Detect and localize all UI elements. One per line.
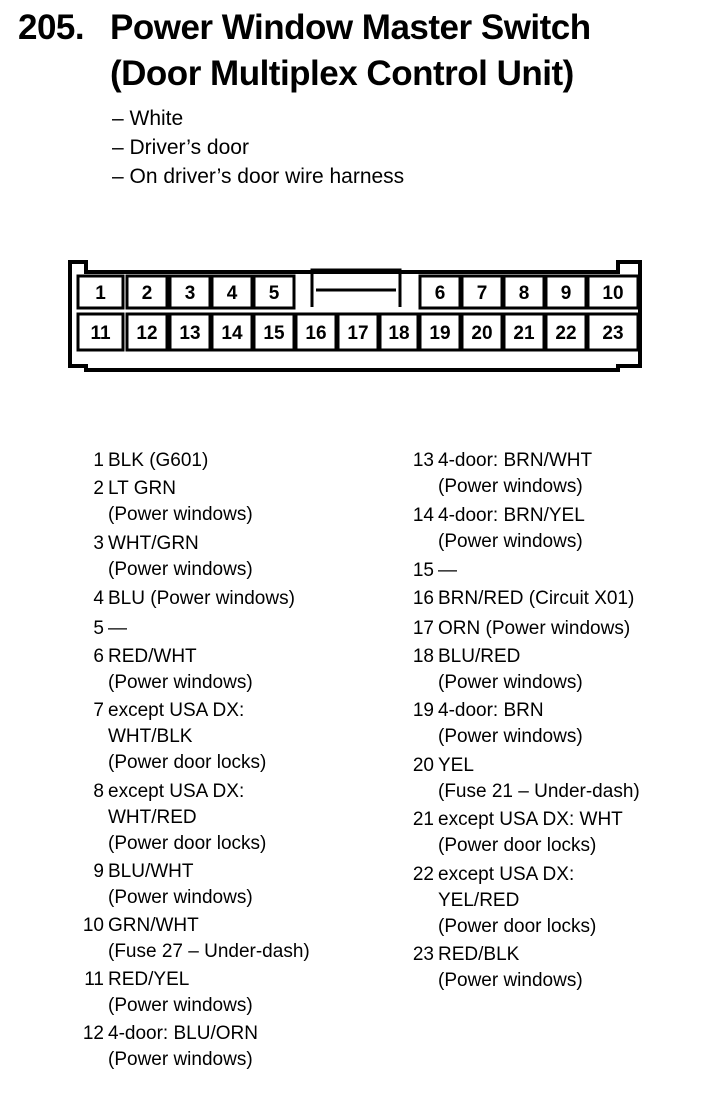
pin-number: 8 <box>93 781 104 802</box>
pin-number: 14 <box>412 505 434 526</box>
pin-wire-text: WHT/GRN <box>108 533 199 554</box>
pin-11-label: 11 <box>90 323 111 344</box>
pin-1-label: 1 <box>95 283 106 304</box>
pin-21-label: 21 <box>513 323 535 344</box>
pin-wire-text: except USA DX: <box>108 781 245 802</box>
pin-desc-11 <box>84 967 253 1019</box>
pin-wire-text: YEL/RED <box>438 890 520 911</box>
pin-wire-text: (Power windows) <box>108 559 253 580</box>
connector-diagram <box>0 0 704 420</box>
pin-18-label: 18 <box>388 323 410 344</box>
pin-7-label: 7 <box>476 283 488 304</box>
pin-wire-text: BLU (Power windows) <box>108 588 295 609</box>
pin-desc-23 <box>412 942 583 994</box>
pin-desc-8 <box>93 779 267 857</box>
pin-desc-7 <box>93 698 267 776</box>
connector-housing <box>70 262 640 370</box>
pin-4-label: 4 <box>226 283 238 304</box>
pin-number: 5 <box>93 618 104 639</box>
pin-number: 21 <box>412 809 434 830</box>
pin-number: 20 <box>412 755 434 776</box>
pin-wire-text: (Fuse 21 – Under-dash) <box>438 781 640 802</box>
pin-desc-1 <box>93 448 209 474</box>
pin-wire-text: (Fuse 27 – Under-dash) <box>108 941 310 962</box>
pin-13-label: 13 <box>179 323 201 344</box>
pin-desc-2 <box>93 476 253 528</box>
pin-number: 1 <box>93 450 104 471</box>
pin-desc-6 <box>93 644 253 696</box>
pin-number: 10 <box>82 915 104 936</box>
pin-desc-3 <box>93 531 253 583</box>
pin-wire-text: (Power door locks) <box>108 833 267 854</box>
pin-wire-text: 4-door: BRN/YEL <box>438 505 585 526</box>
pin-desc-19 <box>412 698 583 750</box>
pin-cells <box>78 276 638 350</box>
detail-location: – Driver’s door <box>112 136 249 159</box>
pin-desc-4 <box>93 586 295 612</box>
pin-number: 18 <box>412 646 434 667</box>
pin-number: 7 <box>93 700 104 721</box>
pin-3-label: 3 <box>184 283 196 304</box>
pin-wire-text: (Power windows) <box>438 726 583 747</box>
detail-color: – White <box>112 107 184 130</box>
pin-number: 23 <box>412 944 434 965</box>
pin-desc-9 <box>93 859 253 911</box>
pin-desc-14 <box>412 503 585 555</box>
pin-wire-text: (Power windows) <box>438 531 583 552</box>
pin-wire-text: 4-door: BRN <box>438 700 544 721</box>
pin-number: 13 <box>412 450 434 471</box>
pin-number: 4 <box>93 588 104 609</box>
pin-number: 16 <box>412 588 434 609</box>
pin-number: 22 <box>412 864 434 885</box>
pin-17-label: 17 <box>347 323 369 344</box>
pin-wire-text: BLK (G601) <box>108 450 209 471</box>
pin-wire-text: WHT/BLK <box>108 726 193 747</box>
pin-10-label: 10 <box>602 283 624 304</box>
pin-wire-text: (Power windows) <box>438 970 583 991</box>
pin-desc-13 <box>412 448 593 500</box>
pin-wire-text: except USA DX: <box>108 700 245 721</box>
pin-number: 2 <box>93 478 104 499</box>
pin-number: 15 <box>412 560 434 581</box>
page-title: Power Window Master Switch <box>110 8 591 47</box>
pin-desc-18 <box>412 644 583 696</box>
pin-wire-text: (Power windows) <box>108 504 253 525</box>
pin-number: 12 <box>82 1023 104 1044</box>
pin-number: 19 <box>412 700 434 721</box>
pin-wire-text: BLU/WHT <box>108 861 194 882</box>
pin-wire-text: except USA DX: <box>438 864 575 885</box>
pin-22-label: 22 <box>555 323 577 344</box>
pin-wire-text: 4-door: BLU/ORN <box>108 1023 258 1044</box>
pin-wire-text: ORN (Power windows) <box>438 618 631 639</box>
page-number: 205. <box>18 8 85 47</box>
pin-wire-text: RED/WHT <box>108 646 197 667</box>
pin-desc-21 <box>412 807 623 859</box>
pin-wire-text: (Power windows) <box>438 476 583 497</box>
pin-8-label: 8 <box>518 283 530 304</box>
pin-16-label: 16 <box>305 323 327 344</box>
pin-desc-22 <box>412 862 597 940</box>
pin-desc-15 <box>412 558 457 584</box>
pin-number: 9 <box>93 861 104 882</box>
pin-wire-text: (Power door locks) <box>438 835 597 856</box>
pin-15-label: 15 <box>263 323 285 344</box>
pin-desc-5 <box>93 616 127 642</box>
pin-wire-text: (Power windows) <box>108 672 253 693</box>
pin-19-label: 19 <box>429 323 451 344</box>
pin-wire-text: YEL <box>438 755 474 776</box>
pin-number: 6 <box>93 646 104 667</box>
pin-20-label: 20 <box>471 323 493 344</box>
pin-wire-text: (Power windows) <box>108 995 253 1016</box>
pin-2-label: 2 <box>141 283 153 304</box>
pin-desc-20 <box>412 753 640 805</box>
pin-wire-text: WHT/RED <box>108 807 197 828</box>
pin-desc-16 <box>412 586 635 612</box>
pin-23-label: 23 <box>602 323 624 344</box>
pin-number: 11 <box>84 969 104 990</box>
pin-desc-12 <box>82 1021 258 1073</box>
pin-number: 3 <box>93 533 104 554</box>
pin-wire-text: (Power door locks) <box>108 752 267 773</box>
pin-wire-text: LT GRN <box>108 478 176 499</box>
page-subtitle: (Door Multiplex Control Unit) <box>110 54 574 93</box>
pin-wire-text: BRN/RED (Circuit X01) <box>438 588 635 609</box>
pin-number: 17 <box>412 618 434 639</box>
pin-wire-text: except USA DX: WHT <box>438 809 623 830</box>
pin-5-label: 5 <box>268 283 280 304</box>
pin-wire-text: BLU/RED <box>438 646 521 667</box>
pin-wire-text: — <box>108 618 127 639</box>
pin-wire-text: (Power door locks) <box>438 916 597 937</box>
pin-6-label: 6 <box>434 283 446 304</box>
pin-wire-text: 4-door: BRN/WHT <box>438 450 593 471</box>
detail-harness: – On driver’s door wire harness <box>112 165 405 188</box>
pin-desc-17 <box>412 616 631 642</box>
pin-wire-text: — <box>438 560 457 581</box>
pin-wire-text: (Power windows) <box>108 1049 253 1070</box>
pin-12-label: 12 <box>136 323 158 344</box>
pin-wire-text: GRN/WHT <box>108 915 199 936</box>
pin-wire-text: RED/YEL <box>108 969 190 990</box>
pin-wire-text: (Power windows) <box>438 672 583 693</box>
pin-wire-text: RED/BLK <box>438 944 520 965</box>
pin-wire-text: (Power windows) <box>108 887 253 908</box>
pin-desc-10 <box>82 913 310 965</box>
pin-14-label: 14 <box>221 323 243 344</box>
pin-9-label: 9 <box>560 283 572 304</box>
